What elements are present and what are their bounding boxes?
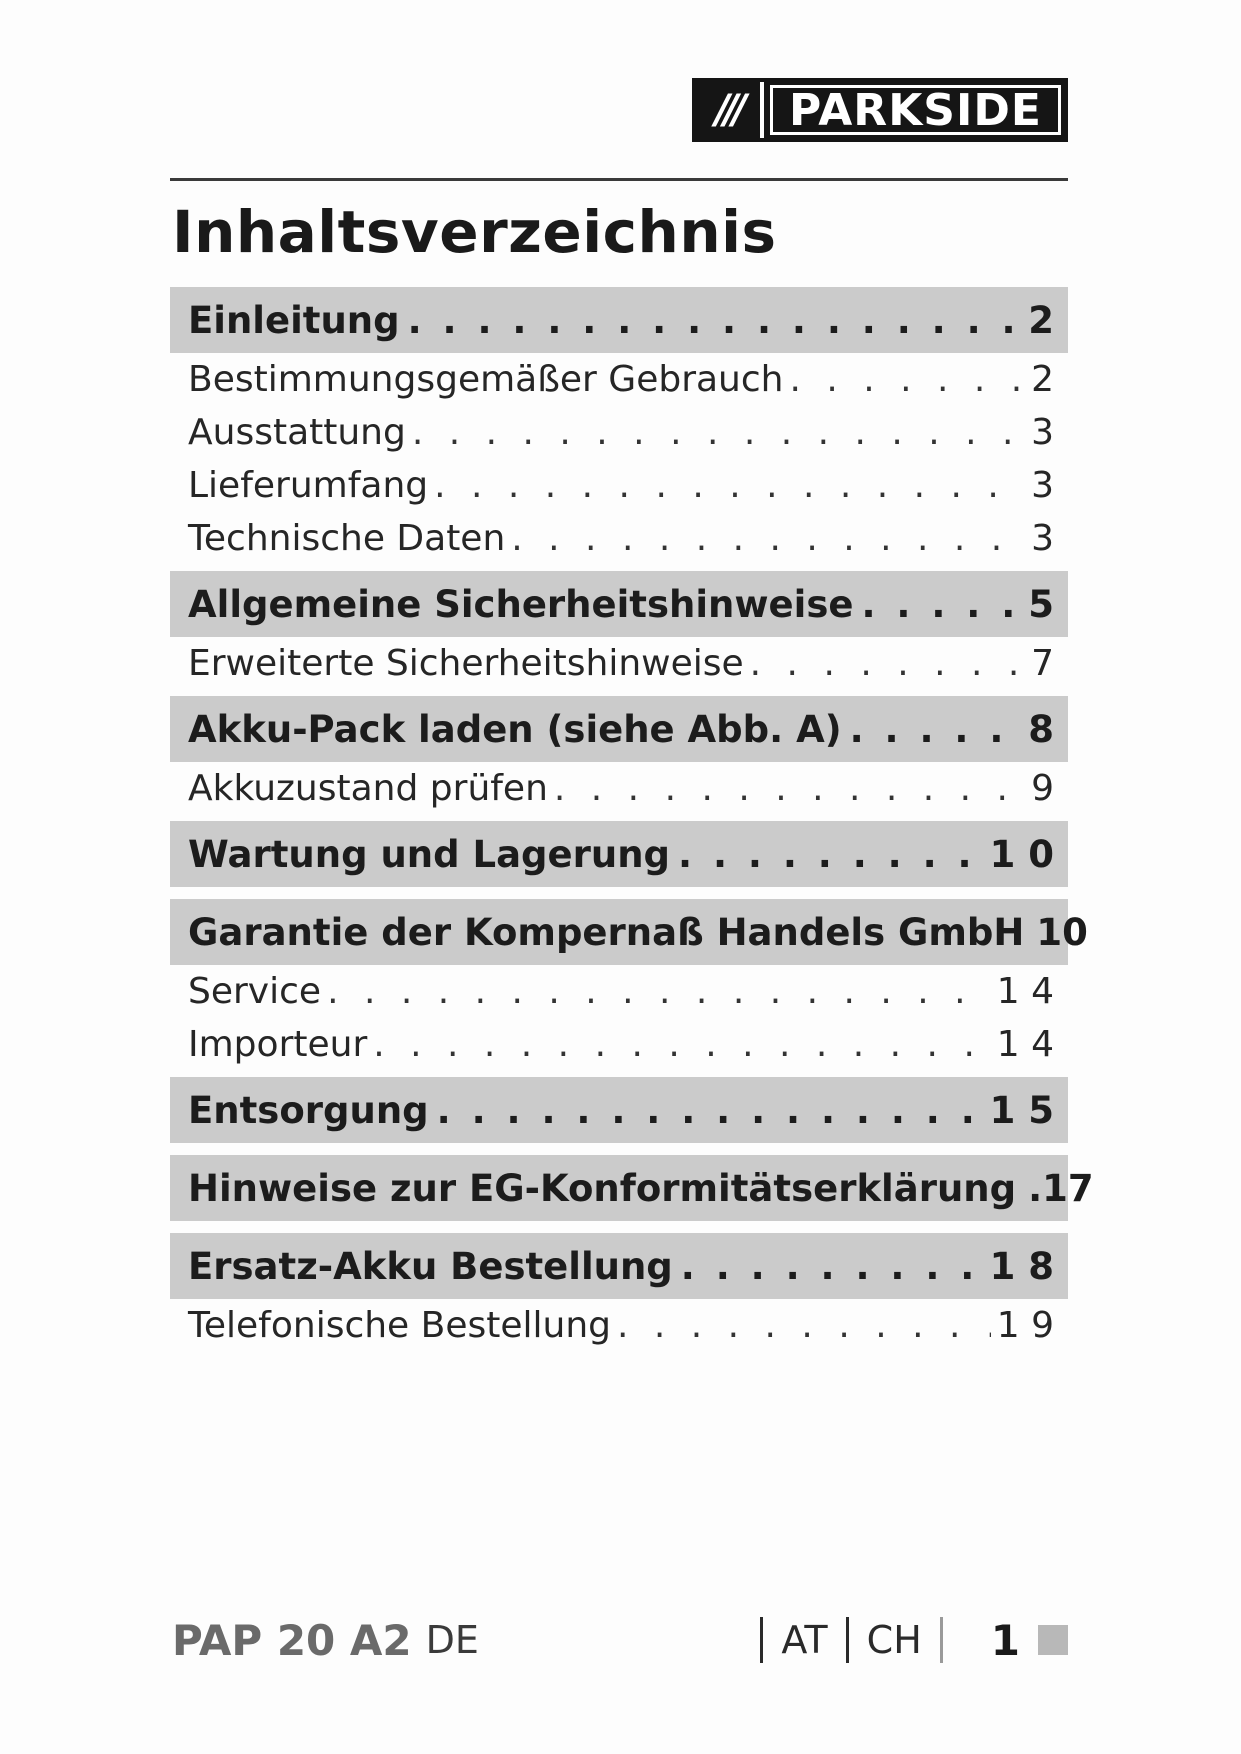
model-number: PAP 20 A2 [172,1615,412,1665]
toc-leader-dots [437,1089,986,1132]
toc-entry-technische-daten[interactable] [170,512,1068,565]
toc-leader-dots [408,299,1025,342]
toc-entry-page: 9 [1031,768,1054,809]
toc-entry-page: 1 8 [989,1244,1054,1288]
toc-entry-label: Ersatz-Akku Bestellung [188,1244,673,1288]
language-codes [742,1616,1068,1665]
toc-entry-akkuzustand-pruefen[interactable] [170,762,1068,815]
toc-entry-label: Technische Daten [188,518,506,559]
logo-brand-text: PARKSIDE [770,85,1061,135]
table-of-contents [170,287,1094,1352]
toc-entry-telefonische-bestellung[interactable] [170,1299,1068,1352]
toc-entry-page: 1 4 [996,1024,1054,1065]
toc-entry-allgemeine-sicherheitshinweise[interactable] [170,571,1068,637]
toc-entry-label: Akkuzustand prüfen [188,768,548,809]
toc-entry-service[interactable] [170,965,1068,1018]
toc-entry-garantie[interactable] [170,899,1088,965]
toc-entry-akku-pack-laden[interactable] [170,696,1068,762]
toc-leader-dots [412,412,1025,453]
toc-leader-dots [861,583,1024,626]
toc-entry-label: Importeur [188,1024,368,1065]
toc-entry-page: 1 0 [989,832,1054,876]
toc-entry-page: 8 [1028,707,1054,751]
toc-entry-page: 5 [1028,582,1054,626]
toc-entry-page: 3 [1031,412,1054,453]
toc-entry-label: Akku-Pack laden (siehe Abb. A) [188,707,842,751]
toc-entry-label: Bestimmungsgemäßer Gebrauch [188,359,784,400]
toc-entry-label: Entsorgung [188,1088,429,1132]
language-code-de: DE [425,1618,479,1662]
toc-entry-label: Telefonische Bestellung [188,1305,611,1346]
toc-leader-dots [678,833,986,876]
toc-entry-label: Ausstattung [188,412,406,453]
toc-entry-label: Wartung und Lagerung [188,832,671,876]
toc-entry-page: 1 4 [996,971,1054,1012]
toc-leader-dots [511,518,1025,559]
toc-entry-erweiterte-sicherheitshinweise[interactable] [170,637,1068,690]
page-footer [172,1610,1068,1670]
toc-entry-bestimmungsgemaesser-gebrauch[interactable] [170,353,1068,406]
toc-entry-label: Einleitung [188,298,400,342]
toc-entry-ausstattung[interactable] [170,406,1068,459]
toc-leader-dots [434,465,1025,506]
language-code-at: AT [781,1618,828,1662]
toc-entry-page: 1 9 [996,1305,1054,1346]
toc-entry-page: 3 [1031,465,1054,506]
toc-entry-page: 7 [1031,643,1054,684]
toc-entry-label: Allgemeine Sicherheitshinweise [188,582,854,626]
toc-entry-page: 3 [1031,518,1054,559]
toc-entry-label: Erweiterte Sicherheitshinweise [188,643,744,684]
toc-entry-label: Lieferumfang [188,465,429,506]
logo-slashes: /// [696,82,764,138]
toc-entry-eg-konformitaetserklaerung[interactable] [170,1155,1094,1221]
parkside-logo [692,78,1068,142]
toc-leader-dots [681,1245,986,1288]
toc-entry-page: 10 [1036,910,1088,954]
separator-bar [940,1617,943,1663]
toc-leader-dots [750,643,1025,684]
toc-leader-dots [789,359,1025,400]
toc-entry-einleitung[interactable] [170,287,1068,353]
toc-entry-entsorgung[interactable] [170,1077,1068,1143]
toc-entry-wartung-und-lagerung[interactable] [170,821,1068,887]
toc-leader-dots [554,768,1025,809]
toc-entry-label: Hinweise zur EG-Konformitätserklärung [188,1166,1017,1210]
toc-entry-page: .17 [1028,1166,1094,1210]
toc-entry-page: 2 [1028,298,1054,342]
toc-leader-dots [327,971,991,1012]
page-number: 1 [990,1615,1020,1665]
toc-entry-importeur[interactable] [170,1018,1068,1071]
header-divider [170,178,1068,181]
toc-leader-dots [850,708,1025,751]
toc-leader-dots [373,1024,990,1065]
toc-entry-label: Service [188,971,322,1012]
toc-entry-label: Garantie der Kompernaß Handels GmbH [188,910,1025,954]
page-title: Inhaltsverzeichnis [172,198,777,266]
page-marker-square [1038,1625,1068,1655]
separator-bar [846,1617,849,1663]
toc-entry-lieferumfang[interactable] [170,459,1068,512]
toc-leader-dots [617,1305,991,1346]
separator-bar [760,1617,763,1663]
toc-entry-ersatz-akku-bestellung[interactable] [170,1233,1068,1299]
language-code-ch: CH [866,1618,922,1662]
toc-entry-page: 1 5 [989,1088,1054,1132]
toc-entry-page: 2 [1031,359,1054,400]
